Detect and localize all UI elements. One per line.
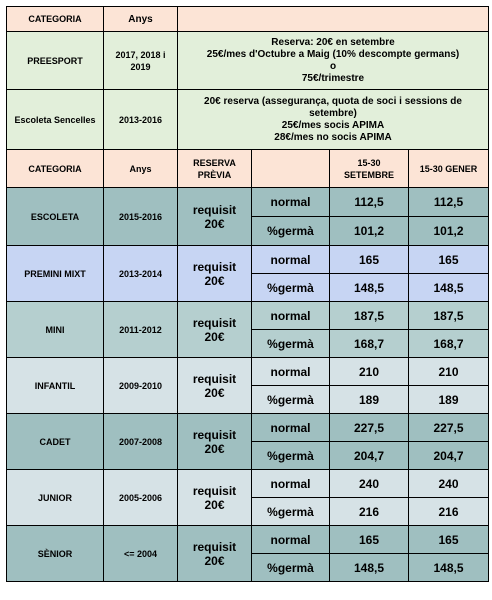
fee-gener: 101,2: [409, 217, 489, 246]
fee-type-label: %germà: [252, 330, 330, 358]
fee-gener: 216: [409, 498, 489, 526]
preesport-name: PREESPORT: [7, 32, 104, 90]
fee-gener: 187,5: [409, 302, 489, 330]
category-years: 2011-2012: [104, 302, 178, 358]
category-name: MINI: [7, 302, 104, 358]
fee-type-label: %germà: [252, 217, 330, 246]
fee-setembre: 165: [330, 246, 409, 274]
preesport-info-line: o: [329, 60, 337, 72]
fee-type-label: %germà: [252, 274, 330, 302]
fees-table: [6, 6, 489, 582]
table-row: [7, 470, 489, 498]
preesport-row: [7, 32, 489, 90]
fee-setembre: 168,7: [330, 330, 409, 358]
fee-setembre: 148,5: [330, 274, 409, 302]
fee-gener: 165: [409, 246, 489, 274]
fee-gener: 168,7: [409, 330, 489, 358]
reserva-value: requisit 20€: [178, 358, 252, 414]
header-categoria: CATEGORIA: [7, 7, 104, 32]
col-header-anys: Anys: [104, 150, 178, 188]
table-row: [7, 246, 489, 274]
fee-setembre: 189: [330, 386, 409, 414]
fee-setembre: 165: [330, 526, 409, 554]
table-row: [7, 188, 489, 217]
category-years: 2007-2008: [104, 414, 178, 470]
fee-setembre: 148,5: [330, 554, 409, 582]
category-name: INFANTIL: [7, 358, 104, 414]
reserva-value: requisit 20€: [178, 246, 252, 302]
fee-type-label: normal: [252, 470, 330, 498]
fee-type-label: normal: [252, 188, 330, 217]
reserva-value: requisit 20€: [178, 188, 252, 246]
fee-setembre: 210: [330, 358, 409, 386]
escoleta-sencelles-info-line: 25€/mes socis APIMA: [281, 119, 385, 131]
fee-gener: 189: [409, 386, 489, 414]
preesport-info-line: 25€/mes d'Octubre a Maig (10% descompte germans): [206, 48, 460, 60]
escoleta-sencelles-info: [178, 90, 489, 150]
fee-type-label: normal: [252, 526, 330, 554]
category-name: PREMINI MIXT: [7, 246, 104, 302]
header-empty: [178, 7, 489, 32]
table-row: [7, 302, 489, 330]
fee-type-label: %germà: [252, 442, 330, 470]
fee-gener: 148,5: [409, 554, 489, 582]
category-name: SÈNIOR: [7, 526, 104, 582]
fee-setembre: 216: [330, 498, 409, 526]
preesport-info-line: Reserva: 20€ en setembre: [271, 36, 395, 48]
fee-setembre: 112,5: [330, 188, 409, 217]
category-years: 2005-2006: [104, 470, 178, 526]
col-header-setembre: 15-30 SETEMBRE: [330, 150, 409, 188]
escoleta-sencelles-name: Escoleta Sencelles: [7, 90, 104, 150]
header-anys: Anys: [104, 7, 178, 32]
escoleta-sencelles-row: [7, 90, 489, 150]
preesport-years: 2017, 2018 i 2019: [104, 32, 178, 90]
fee-gener: 240: [409, 470, 489, 498]
fee-gener: 210: [409, 358, 489, 386]
col-header-gener: 15-30 GENER: [409, 150, 489, 188]
top-header-row: [7, 7, 489, 32]
fee-setembre: 240: [330, 470, 409, 498]
category-years: 2013-2014: [104, 246, 178, 302]
reserva-value: requisit 20€: [178, 302, 252, 358]
fee-type-label: %germà: [252, 498, 330, 526]
reserva-value: requisit 20€: [178, 470, 252, 526]
fee-gener: 165: [409, 526, 489, 554]
fee-type-label: %germà: [252, 554, 330, 582]
reserva-value: requisit 20€: [178, 526, 252, 582]
col-header-blank: [252, 150, 330, 188]
category-years: 2009-2010: [104, 358, 178, 414]
preesport-info-line: 75€/trimestre: [301, 72, 365, 84]
preesport-info: [178, 32, 489, 90]
fee-type-label: normal: [252, 246, 330, 274]
fee-setembre: 187,5: [330, 302, 409, 330]
fee-type-label: normal: [252, 358, 330, 386]
fee-setembre: 227,5: [330, 414, 409, 442]
fee-type-label: normal: [252, 302, 330, 330]
fee-type-label: %germà: [252, 386, 330, 414]
category-name: ESCOLETA: [7, 188, 104, 246]
escoleta-sencelles-info-line: 28€/mes no socis APIMA: [274, 131, 392, 143]
table-header-row: [7, 150, 489, 188]
fee-gener: 227,5: [409, 414, 489, 442]
table-row: [7, 358, 489, 386]
fee-setembre: 101,2: [330, 217, 409, 246]
escoleta-sencelles-years: 2013-2016: [104, 90, 178, 150]
fee-gener: 148,5: [409, 274, 489, 302]
col-header-reserva: RESERVA PRÈVIA: [178, 150, 252, 188]
category-years: 2015-2016: [104, 188, 178, 246]
col-header-categoria: CATEGORIA: [7, 150, 104, 188]
category-years: <= 2004: [104, 526, 178, 582]
reserva-value: requisit 20€: [178, 414, 252, 470]
fee-type-label: normal: [252, 414, 330, 442]
category-name: CADET: [7, 414, 104, 470]
fee-gener: 112,5: [409, 188, 489, 217]
table-row: [7, 526, 489, 554]
category-name: JUNIOR: [7, 470, 104, 526]
table-row: [7, 414, 489, 442]
fee-gener: 204,7: [409, 442, 489, 470]
escoleta-sencelles-info-line: 20€ reserva (assegurança, quota de soci i sessions de setembre): [204, 95, 462, 119]
fee-setembre: 204,7: [330, 442, 409, 470]
